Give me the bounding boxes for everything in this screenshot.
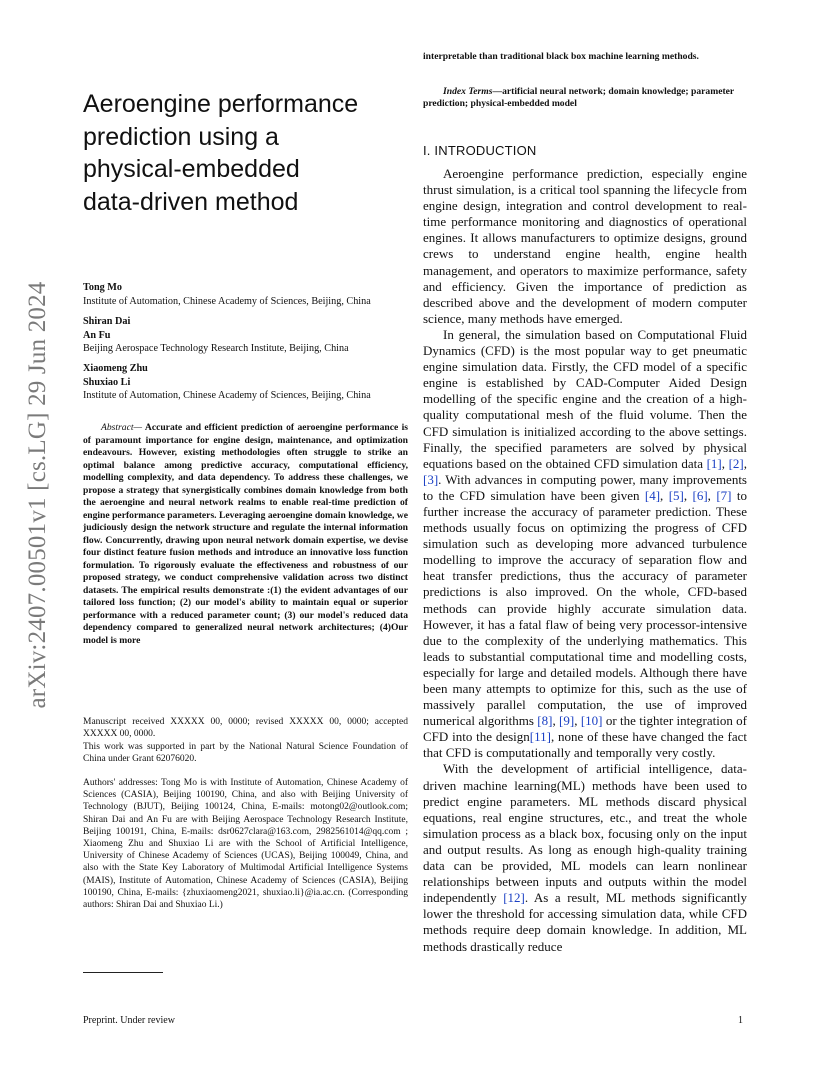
paragraph-text: , none of these have changed the fact that CFD is computationally and temporally very costly.	[423, 729, 747, 761]
paragraph-text: or the tighter integration of CFD into the design	[423, 713, 747, 745]
author-affiliation: Institute of Automation, Chinese Academy of Sciences, Beijing, China	[83, 295, 371, 307]
footnote-rule	[83, 972, 163, 973]
paragraph-text: ,	[707, 487, 717, 503]
paragraph-text: ,	[683, 487, 693, 503]
index-terms-label: Index Terms	[443, 86, 493, 97]
citation-link[interactable]: [9]	[559, 713, 575, 729]
paragraph-text: ,	[574, 713, 581, 729]
index-terms-text: —artificial neural network; domain knowledge; parameter prediction; physical-embedded model	[423, 86, 735, 110]
citation-link[interactable]: [3]	[423, 471, 439, 487]
citation-link[interactable]: [12]	[503, 890, 525, 906]
author-name: Shuxiao Li	[83, 376, 131, 388]
citation-link[interactable]: [8]	[537, 713, 553, 729]
author-group-1	[83, 281, 408, 308]
paragraph-text: ,	[743, 455, 748, 471]
paragraph-text: Aeroengine performance prediction, especially engine thrust simulation, is a critical tool spanning the lifecycle from engine design, integration and control development to real-time performance monitoring and diagnostics of operational engines. It allows manufacturers to optimize designs, ground crews to understand engine health, engine health management, and operators to maximize performance, safety and efficiency. Given the importance of prediction as described above and the development of modern computer science, many methods have emerged.	[423, 166, 747, 326]
title-line: data-driven method	[83, 187, 299, 216]
index-terms	[423, 86, 747, 110]
footer-preprint-note: Preprint. Under review	[83, 1015, 175, 1026]
abstract-text: Accurate and efficient prediction of aeroengine performance is of paramount importance for engine design, maintenance, and optimization endeavours. However, existing methodologies often struggle to strike an optimal balance among predictive accuracy, computational efficiency, modelling complexity, and data dependency. To address these challenges, we propose a strategy that synergistically combines domain knowledge from both the aeroengine and neural network realms to enable real-time prediction of engine performance parameters. Leveraging aeroengine domain knowledge, we judiciously design the network structure and regulate the internal information flow. Concurrently, drawing upon neural network domain expertise, we devise four distinct feature fusion methods and introduce an innovative loss function formulation. To rigorously evaluate the effectiveness and robustness of our proposed strategy, we conduct comprehensive validation across two distinct datasets. The empirical results demonstrate :(1) the evident advantages of our tailored loss function; (2) our model's ability to maintain equal or superior performance with a reduced parameter count; (3) our model's reduced data dependency compared to generalized neural network architectures; (4)Our model is more	[83, 422, 408, 646]
abstract	[83, 422, 408, 647]
author-name: Xiaomeng Zhu	[83, 363, 148, 374]
funding-note: This work was supported in part by the National Natural Science Foundation of China under Grant 62076020.	[83, 742, 408, 765]
author-group-3	[83, 362, 408, 403]
citation-link[interactable]: [5]	[668, 487, 684, 503]
citation-link[interactable]: [4]	[644, 487, 661, 503]
citation-link[interactable]: [10]	[580, 713, 603, 729]
intro-paragraph	[423, 761, 747, 954]
citation-link[interactable]: [7]	[716, 487, 732, 503]
author-group-2	[83, 315, 408, 356]
title-line: Aeroengine performance	[83, 90, 359, 118]
paper-title	[83, 88, 408, 218]
citation-link[interactable]: [1]	[706, 455, 722, 471]
citation-link[interactable]: [6]	[692, 487, 708, 503]
paragraph-text: to further increase the accuracy of parameter prediction. These methods usually focus on optimizing the progress of CFD simulation such as developing more advanced turbulence modelling to improve the accuracy of separation flow and heat transfer predictions, thus the accuracy of parameter predictions is also improved. On the whole, CFD-based methods can provide highly accurate simulation data. However, it has a fatal flaw of being very processor-intensive due to the complexity of the underlying mathematics. This leads to substantial computational time and modelling costs, especially for large and detailed models. Although there have been many attempts to optimize for this, such as the use of massively parallel computation, the use of improved numerical algorithms	[423, 487, 747, 729]
paragraph-text: In general, the simulation based on Computational Fluid Dynamics (CFD) is the most popular way to get pneumatic engine simulation data. Firstly, the CFD model of a specific engine is established by CAD-Computer Aided Design modelling of the specific engine and the creation of a high-quality computational mesh of the fluid volume. Then the CFD simulation is initialized according to the above settings. Finally, the specified parameters are solved by physical equations based on the obtained CFD simulation data	[423, 326, 747, 471]
paragraph-text: ,	[552, 713, 560, 729]
arxiv-identifier: arXiv:2407.00501v1 [cs.LG] 29 Jun 2024	[24, 281, 51, 709]
author-name: Shiran Dai	[83, 316, 131, 327]
citation-link[interactable]: [2]	[728, 455, 744, 471]
paragraph-text: ,	[660, 487, 669, 503]
citation-link[interactable]: [11]	[529, 729, 551, 745]
author-affiliation: Institute of Automation, Chinese Academy of Sciences, Beijing, China	[83, 390, 371, 401]
intro-body	[423, 166, 747, 955]
section-heading: I. INTRODUCTION	[423, 143, 537, 158]
abstract-label: Abstract—	[101, 422, 143, 433]
author-affiliation: Beijing Aerospace Technology Research Institute, Beijing, China	[83, 343, 349, 354]
intro-paragraph	[423, 327, 747, 762]
paragraph-text: With the development of artificial intelligence, data-driven machine learning(ML) methods have been used to predict engine parameters. ML methods discard physical equations, real engine structures, etc., and treat the whole simulation process as a black box, focusing only on the input and output results. As long as enough high-quality training data can be provided, ML models can learn nonlinear relationships between inputs and outputs within the model independently	[423, 761, 747, 906]
paragraph-text: . With advances in computing power, many improvements to the CFD simulation have been given	[423, 471, 747, 503]
title-line: physical-embedded	[83, 155, 300, 183]
page-number: 1	[738, 1015, 743, 1026]
intro-paragraph	[423, 166, 747, 327]
paragraph-text: ,	[721, 455, 729, 471]
author-name: An Fu	[83, 329, 111, 341]
author-name: Tong Mo	[83, 282, 122, 293]
manuscript-note: Manuscript received XXXXX 00, 0000; revised XXXXX 00, 0000; accepted XXXXX 00, 0000.	[83, 717, 408, 740]
abstract-continued: interpretable than traditional black box machine learning methods.	[423, 51, 699, 62]
arxiv-side-stamp	[18, 281, 58, 709]
paragraph-text: . As a result, ML methods significantly lower the threshold for accessing simulation data, while CFD methods require deep domain knowledge. In addition, ML methods drastically reduce	[423, 890, 747, 954]
title-line: prediction using a	[83, 122, 279, 151]
author-addresses-note: Authors' addresses: Tong Mo is with Institute of Automation, Chinese Academy of Sciences (CASIA), Beijing 100190, China, and also with Beijing University of Technology (BJUT), Beijing 100124, China, E-mails: motong02@outlook.com; Shiran Dai and An Fu are with Beijing Aerospace Technology Research Institute, Beijing 100191, China, E-mails: dsr0627clara@163.com, 2982561014@qq.com ; Xiaomeng Zhu and Shuxiao Li are with the School of Artificial Intelligence, University of Chinese Academy of Sciences (UCAS), Beijing 100049, China, and also with the State Key Laboratory of Multimodal Artificial Intelligence Systems (MAIS), Institute of Automation, Chinese Academy of Sciences (CASIA), Beijing 100190, China, E-mails: {zhuxiaomeng2021, shuxiao.li}@ia.ac.cn. (Corresponding authors: Shiran Dai and Shuxiao Li.)	[83, 778, 408, 911]
